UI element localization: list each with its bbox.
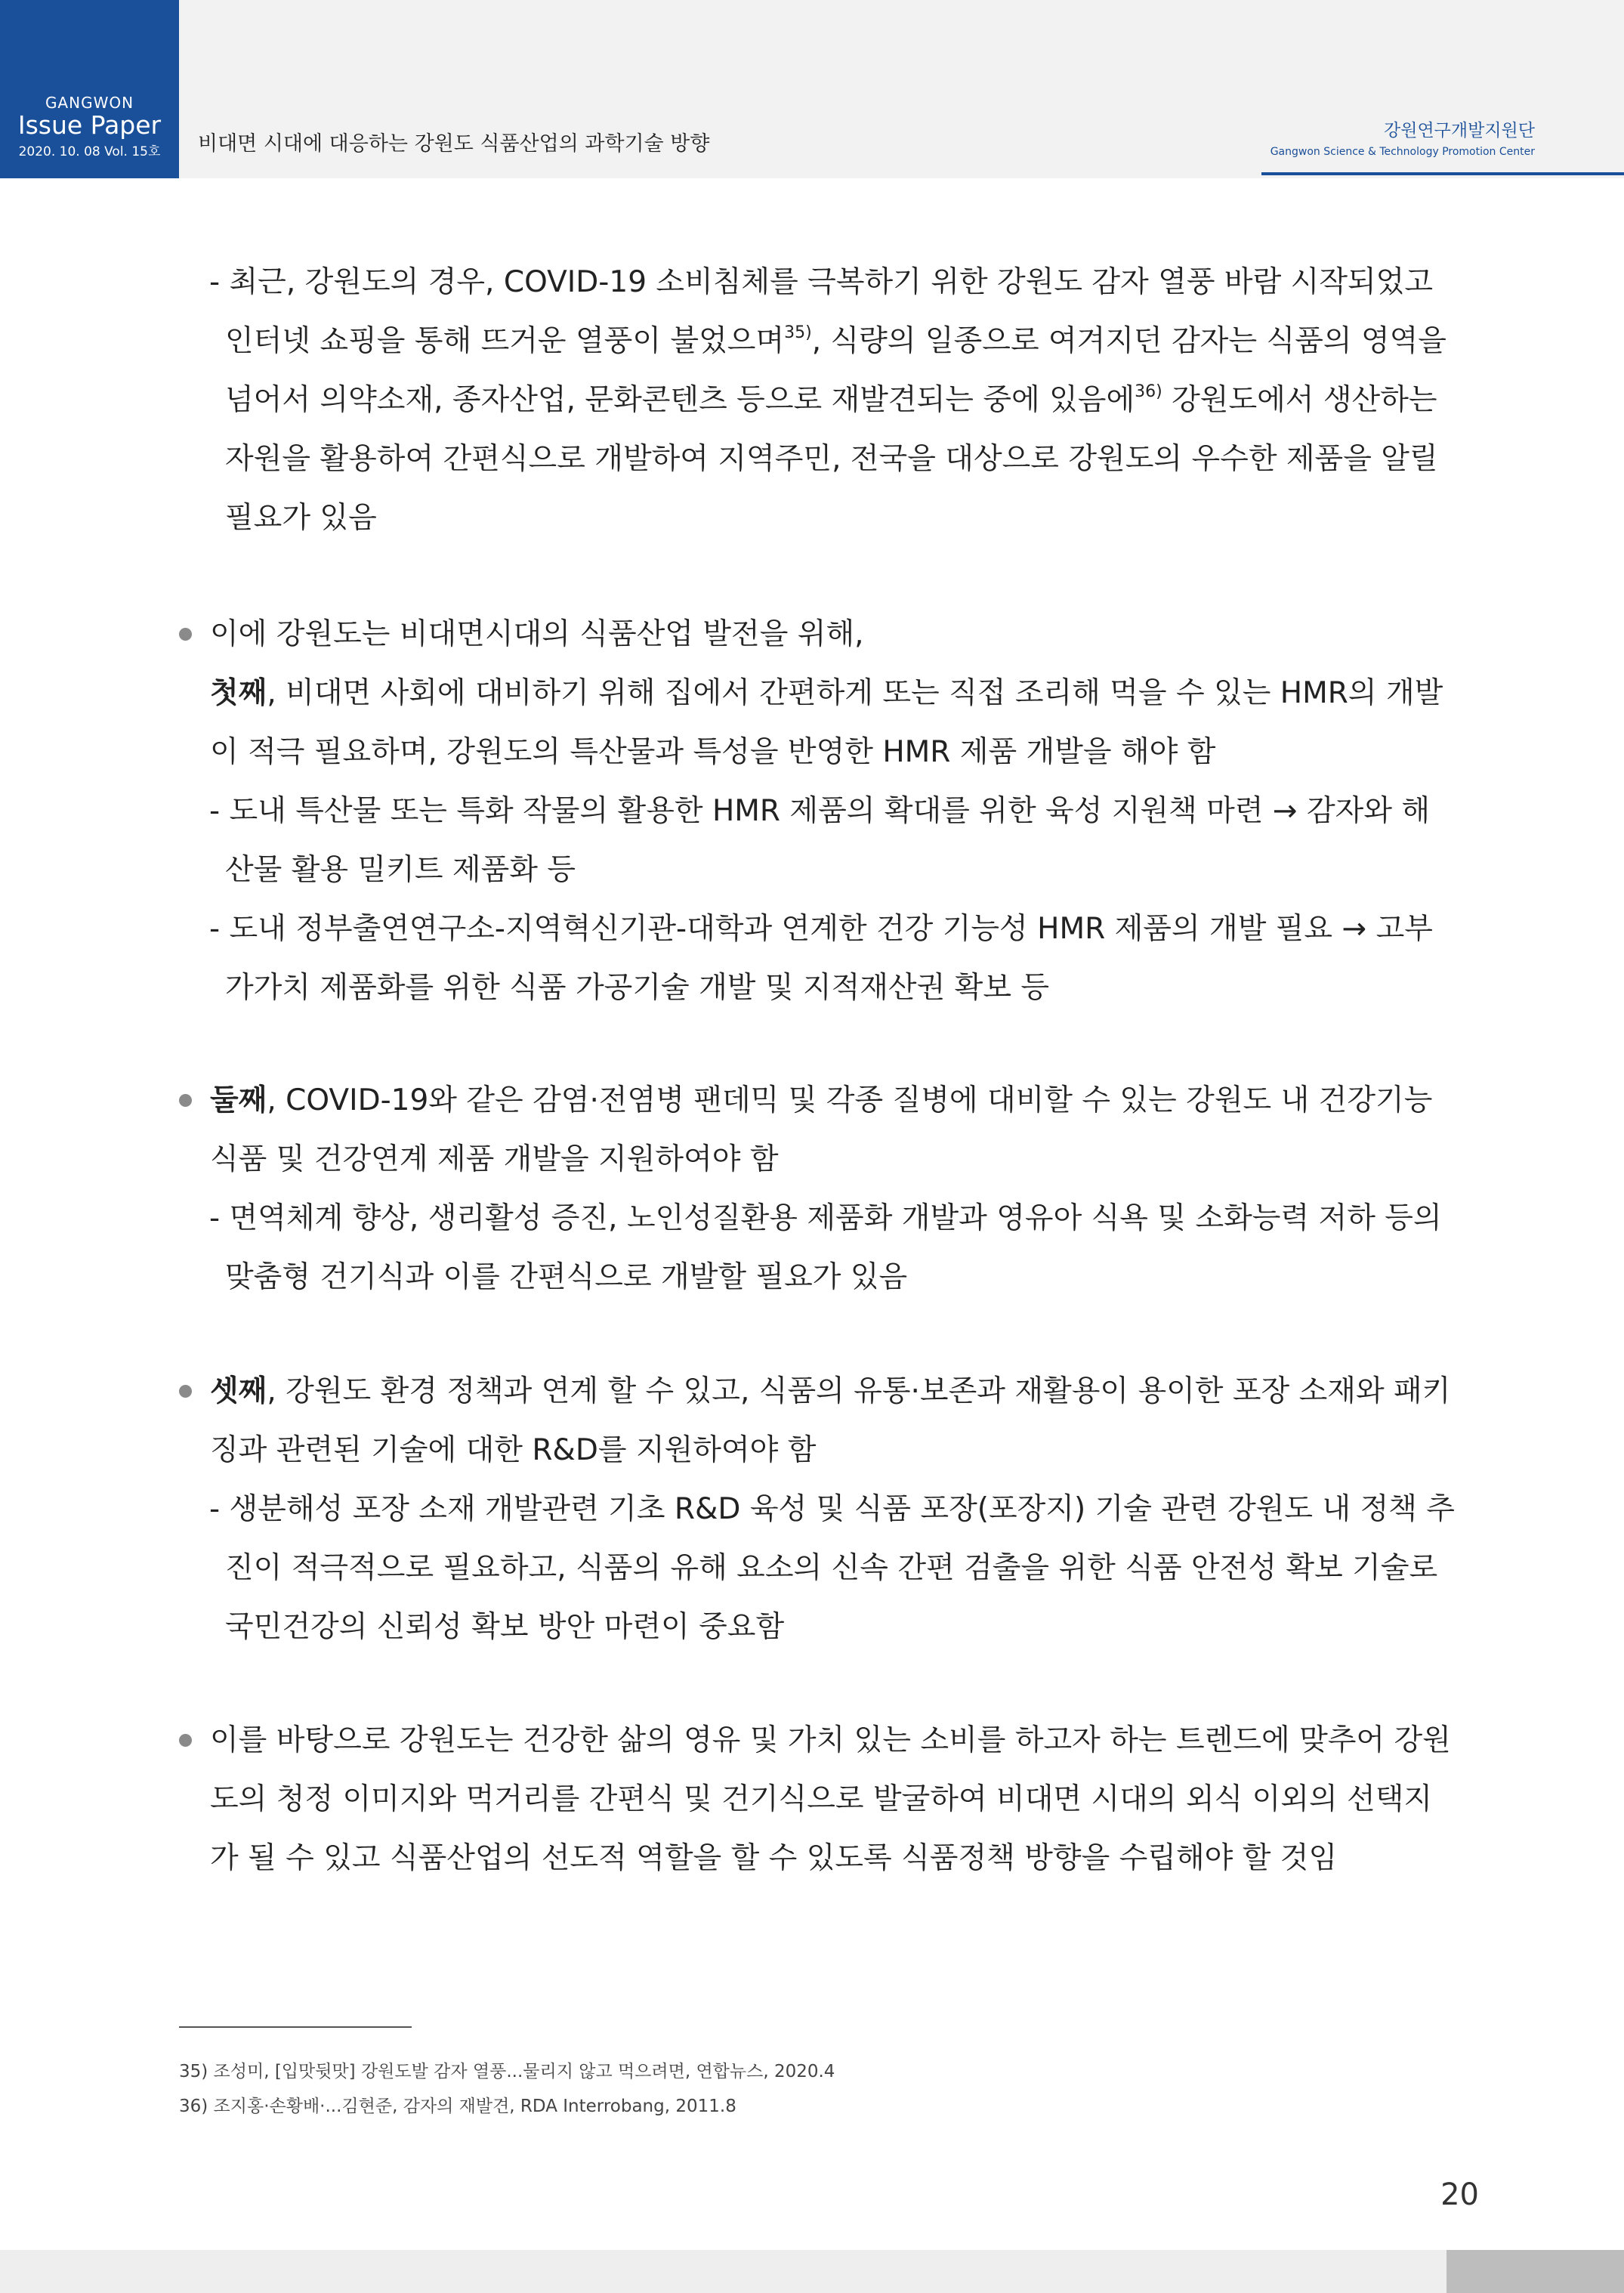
text-line: 필요가 있음: [225, 501, 377, 535]
footnote-ref-36: 36): [1135, 382, 1162, 401]
page-header: [0, 0, 1624, 178]
header-accent-line: [1261, 172, 1624, 175]
footnote-35: 35) 조성미, [입맛뒷맛] 강원도발 감자 열풍...물리지 않고 먹으려면, 연합뉴스, 2020.4: [179, 2062, 835, 2081]
text-line: 산물 활용 밀키트 제품화 등: [225, 853, 576, 887]
bullet-icon: [179, 628, 192, 641]
text-line: - 도내 특산물 또는 특화 작물의 활용한 HMR 제품의 확대를 위한 육성 지원책 마련 → 감자와 해: [209, 794, 1431, 828]
emphasis-first: 첫째: [210, 676, 267, 710]
text-line: 국민건강의 신뢰성 확보 방안 마련이 중요함: [225, 1610, 785, 1644]
brand-block: [0, 0, 179, 178]
text-line: 도의 청정 이미지와 먹거리를 간편식 및 건기식으로 발굴하여 비대면 시대의 외식 이외의 선택지: [210, 1782, 1433, 1816]
text-line: 가가치 제품화를 위한 식품 가공기술 개발 및 지적재산권 확보 등: [225, 971, 1050, 1005]
issue-info: 2020. 10. 08 Vol. 15호: [18, 144, 161, 159]
text-line: 넘어서 의약소재, 종자산업, 문화콘텐츠 등으로 재발견되는 중에 있음에$^{36)}$ 강원도에서 생산하는: [225, 382, 1437, 417]
text-line: - 최근, 강원도의 경우, COVID-19 소비침체를 극복하기 위한 강원도 감자 열풍 바람 시작되었고: [209, 265, 1434, 299]
text-line: 둘째, COVID-19와 같은 감염·전염병 팬데믹 및 각종 질병에 대비할 수 있는 강원도 내 건강기능: [210, 1083, 1433, 1117]
bullet-icon: [179, 1094, 192, 1107]
brand-region: GANGWON: [45, 94, 134, 112]
text-line: 이를 바탕으로 강원도는 건강한 삶의 영유 및 가치 있는 소비를 하고자 하는 트렌드에 맞추어 강원: [210, 1723, 1451, 1757]
text-line: 인터넷 쇼핑을 통해 뜨거운 열풍이 불었으며$^{35)}$, 식량의 일종으로 여겨지던 감자는 식품의 영역을: [225, 323, 1446, 358]
bullet-icon: [179, 1385, 192, 1398]
footnote-ref-35: 35): [784, 323, 812, 342]
page-number: 20: [1440, 2177, 1479, 2212]
text-line: 첫째, 비대면 사회에 대비하기 위해 집에서 간편하게 또는 직접 조리해 먹을 수 있는 HMR의 개발: [210, 676, 1443, 710]
text-line: 진이 적극적으로 필요하고, 식품의 유해 요소의 신속 간편 검출을 위한 식품 안전성 확보 기술로: [225, 1551, 1438, 1585]
text-line: 맞춤형 건기식과 이를 간편식으로 개발할 필요가 있음: [225, 1260, 908, 1294]
text-line: - 도내 정부출연연구소-지역혁신기관-대학과 연계한 건강 기능성 HMR 제품의 개발 필요 → 고부: [209, 912, 1433, 946]
text-line: 이 적극 필요하며, 강원도의 특산물과 특성을 반영한 HMR 제품 개발을 해야 함: [210, 735, 1216, 769]
text-line: 식품 및 건강연계 제품 개발을 지원하여야 함: [210, 1142, 779, 1176]
document-title: 비대면 시대에 대응하는 강원도 식품산업의 과학기술 방향: [198, 132, 710, 156]
emphasis-third: 셋째: [210, 1374, 267, 1408]
brand-publication: Issue Paper: [17, 110, 162, 140]
footer-bar: [0, 2250, 1446, 2293]
footer-accent: [1446, 2250, 1624, 2293]
emphasis-second: 둘째: [210, 1083, 267, 1117]
text-line: 가 될 수 있고 식품산업의 선도적 역할을 할 수 있도록 식품정책 방향을 수립해야 할 것임: [210, 1841, 1338, 1875]
organization-name: 강원연구개발지원단: [1384, 121, 1535, 141]
text-line: - 면역체계 향상, 생리활성 증진, 노인성질환용 제품화 개발과 영유아 식욕 및 소화능력 저하 등의: [209, 1201, 1442, 1235]
bullet-icon: [179, 1734, 192, 1747]
text-line: 이에 강원도는 비대면시대의 식품산업 발전을 위해,: [210, 617, 864, 651]
organization-english-name: Gangwon Science & Technology Promotion Center: [1270, 146, 1535, 158]
text-line: 징과 관련된 기술에 대한 R&D를 지원하여야 함: [210, 1433, 817, 1467]
footnote-divider: [179, 2026, 412, 2028]
footnote-36: 36) 조지홍·손황배·...김현준, 감자의 재발견, RDA Interrobang, 2011.8: [179, 2097, 736, 2116]
text-line: 셋째, 강원도 환경 정책과 연계 할 수 있고, 식품의 유통·보존과 재활용이 용이한 포장 소재와 패키: [210, 1374, 1451, 1408]
text-line: 자원을 활용하여 간편식으로 개발하여 지역주민, 전국을 대상으로 강원도의 우수한 제품을 알릴: [225, 442, 1438, 476]
text-line: - 생분해성 포장 소재 개발관련 기초 R&D 육성 및 식품 포장(포장지) 기술 관련 강원도 내 정책 추: [209, 1492, 1455, 1526]
